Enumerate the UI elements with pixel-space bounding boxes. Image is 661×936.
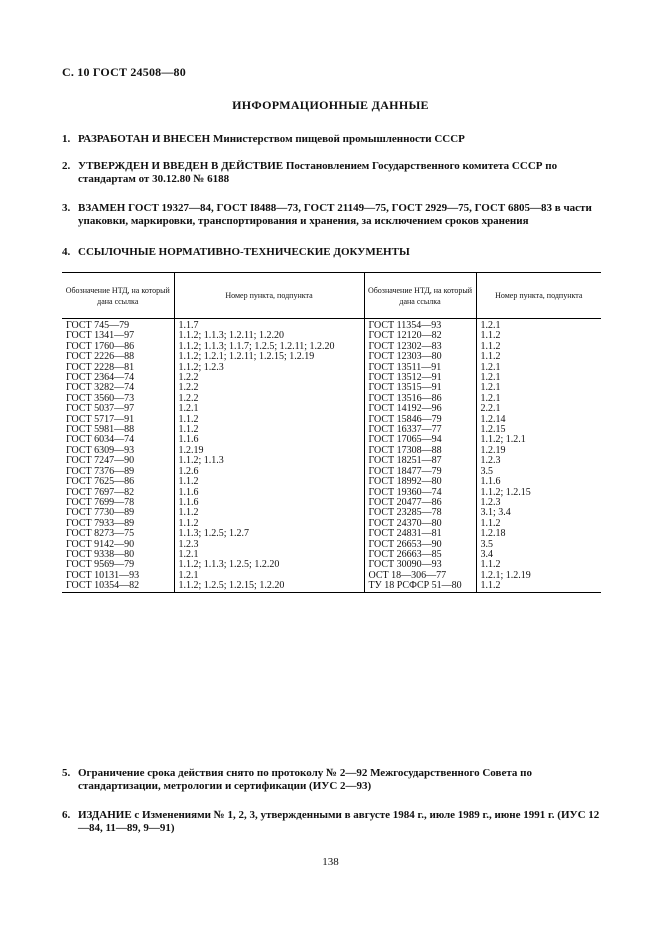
cell-doc: ГОСТ 7699—78 (66, 497, 135, 508)
cell-doc: ГОСТ 10131—93 (66, 570, 140, 581)
cell-doc: ГОСТ 13512—91 (364, 373, 476, 383)
section-4 (62, 246, 602, 259)
cell-doc: ГОСТ 6034—74 (66, 435, 135, 446)
cell-item: 1.1.2 (174, 477, 364, 487)
cell-doc: ГОСТ 24831—81 (364, 529, 476, 539)
cell-item: 1.1.2; 1.2.1 (476, 435, 601, 445)
table-row (62, 363, 601, 373)
cell-doc: ГОСТ 26653—90 (364, 540, 476, 550)
section-text: Министерством пищевой промышленности СССР (210, 133, 465, 145)
cell-item: 1.1.7 (174, 319, 364, 332)
cell-item: 1.1.2 (476, 352, 601, 362)
table-row (62, 342, 601, 352)
page-title: ИНФОРМАЦИОННЫЕ ДАННЫЕ (232, 98, 429, 112)
table-row (62, 560, 601, 570)
section-2 (62, 160, 602, 186)
section-lead: ВЗАМЕН ГОСТ 19327—84, ГОСТ І8488—73, ГОСТ 21149—75, ГОСТ 2929—75, ГОСТ 6805—83 (78, 202, 553, 214)
cell-doc: ГОСТ 8273—75 (66, 529, 135, 540)
cell-doc: ГОСТ 17308—88 (364, 446, 476, 456)
table-row (62, 404, 601, 414)
cell-item: 1.2.6 (174, 467, 364, 477)
table-row (62, 581, 601, 592)
cell-item: 1.1.6 (476, 477, 601, 487)
cell-doc: ГОСТ 7376—89 (66, 466, 135, 477)
cell-doc: ГОСТ 14192—96 (364, 404, 476, 414)
references-table (62, 272, 601, 593)
cell-doc: ГОСТ 9569—79 (66, 560, 135, 571)
cell-doc: ГОСТ 24370—80 (364, 519, 476, 529)
table-row (62, 352, 601, 362)
cell-doc: ГОСТ 2364—74 (66, 373, 135, 384)
cell-item: 1.2.2 (174, 383, 364, 393)
cell-item: 1.1.6 (174, 435, 364, 445)
header-doc-1: Обозначение НТД, на который дана ссылка (62, 273, 174, 319)
section-lead: УТВЕРЖДЕН И ВВЕДЕН В ДЕЙСТВИЕ (78, 160, 284, 172)
cell-doc: ГОСТ 6309—93 (66, 445, 135, 456)
table-row (62, 571, 601, 581)
cell-doc: ГОСТ 18992—80 (364, 477, 476, 487)
section-text: Постановлением Государственного комитета СССР по стандартам от 30.12.80 № 6188 (78, 160, 558, 185)
page-header: С. 10 ГОСТ 24508—80 (62, 65, 186, 79)
section-text: ИЗДАНИЕ с Изменениями № 1, 2, 3, утвержденными в августе 1984 г., июле 1989 г., июне 1991 г. (ИУС 12—84, 11—89, 9—91) (78, 809, 600, 834)
cell-item: 1.1.2 (476, 560, 601, 570)
section-lead: РАЗРАБОТАН И ВНЕСЕН (78, 133, 211, 145)
cell-item: 1.1.2; 1.2.15 (476, 488, 601, 498)
cell-doc: ГОСТ 1760—86 (66, 341, 135, 352)
cell-item: 1.2.18 (476, 529, 601, 539)
cell-doc: ГОСТ 13511—91 (364, 363, 476, 373)
section-6 (62, 809, 602, 835)
table-row (62, 383, 601, 393)
cell-item: 1.1.2; 1.1.3; 1.2.5; 1.2.20 (174, 560, 364, 570)
table-row (62, 446, 601, 456)
cell-item: 2.2.1 (476, 404, 601, 414)
cell-item: 1.1.2; 1.1.3; 1.1.7; 1.2.5; 1.2.11; 1.2.20 (174, 342, 364, 352)
table-row (62, 331, 601, 341)
table-row (62, 467, 601, 477)
cell-doc: ГОСТ 745—79 (66, 320, 130, 331)
section-3 (62, 202, 602, 228)
table-row (62, 540, 601, 550)
table-row (62, 550, 601, 560)
cell-doc: ГОСТ 12302—83 (364, 342, 476, 352)
cell-doc: ГОСТ 7247—90 (66, 456, 135, 467)
cell-item: 1.2.1 (174, 550, 364, 560)
cell-doc: ГОСТ 2228—81 (66, 362, 135, 373)
cell-doc: ГОСТ 18477—79 (364, 467, 476, 477)
cell-doc: ГОСТ 12120—82 (364, 331, 476, 341)
cell-item: 1.1.3; 1.2.5; 1.2.7 (174, 529, 364, 539)
section-5 (62, 767, 602, 793)
cell-item: 1.1.2; 1.1.3 (174, 456, 364, 466)
table-row (62, 425, 601, 435)
section-number: 6. (62, 809, 71, 821)
table-row (62, 319, 601, 332)
table-row (62, 488, 601, 498)
table-body (62, 319, 601, 593)
section-number: 5. (62, 767, 71, 779)
cell-item: 1.2.1 (174, 404, 364, 414)
cell-doc: ГОСТ 15846—79 (364, 415, 476, 425)
table-row (62, 415, 601, 425)
header-item-2: Номер пункта, подпункта (476, 273, 601, 319)
cell-doc: ГОСТ 16337—77 (364, 425, 476, 435)
section-text: Ограничение срока действия снято по протоколу № 2—92 Межгосударственного Совета по стандартизации, метрологии и сертификации (ИУС 2—93) (78, 767, 532, 792)
cell-doc: ГОСТ 3560—73 (66, 393, 135, 404)
cell-item: 1.2.1 (476, 373, 601, 383)
cell-item: 1.1.2; 1.1.3; 1.2.11; 1.2.20 (174, 331, 364, 341)
table-row (62, 394, 601, 404)
cell-doc: ГОСТ 2226—88 (66, 352, 135, 363)
table-row (62, 508, 601, 518)
cell-item: 1.2.15 (476, 425, 601, 435)
section-number: 4. (62, 246, 71, 258)
cell-item: 1.1.2 (476, 519, 601, 529)
cell-doc: ГОСТ 13515—91 (364, 383, 476, 393)
cell-doc: ГОСТ 5717—91 (66, 414, 135, 425)
cell-item: 1.2.2 (174, 373, 364, 383)
cell-item: 1.1.6 (174, 498, 364, 508)
cell-doc: ГОСТ 13516—86 (364, 394, 476, 404)
cell-item: 3.5 (476, 467, 601, 477)
cell-doc: ГОСТ 23285—78 (364, 508, 476, 518)
table-row (62, 373, 601, 383)
cell-doc: ГОСТ 20477—86 (364, 498, 476, 508)
cell-doc: ГОСТ 7625—86 (66, 477, 135, 488)
cell-item: 1.1.2 (174, 425, 364, 435)
cell-item: 1.1.2; 1.2.1; 1.2.11; 1.2.15; 1.2.19 (174, 352, 364, 362)
cell-doc: ГОСТ 19360—74 (364, 488, 476, 498)
cell-doc: ГОСТ 5981—88 (66, 425, 135, 436)
cell-doc: ГОСТ 9338—80 (66, 549, 135, 560)
cell-doc: ГОСТ 30090—93 (364, 560, 476, 570)
cell-item: 1.2.14 (476, 415, 601, 425)
table-row (62, 456, 601, 466)
cell-item: 1.1.2 (476, 331, 601, 341)
cell-item: 1.1.2 (174, 415, 364, 425)
cell-item: 1.1.6 (174, 488, 364, 498)
table-row (62, 498, 601, 508)
cell-item: 1.2.1 (476, 363, 601, 373)
cell-item: 1.2.2 (174, 394, 364, 404)
cell-item: 1.1.2 (174, 519, 364, 529)
cell-item: 1.1.2 (174, 508, 364, 518)
cell-item: 1.2.19 (174, 446, 364, 456)
cell-item: 1.2.3 (174, 540, 364, 550)
table-row (62, 519, 601, 529)
section-number: 1. (62, 133, 71, 145)
cell-doc: ГОСТ 18251—87 (364, 456, 476, 466)
cell-item: 1.2.1 (476, 319, 601, 332)
cell-item: 1.1.2 (476, 581, 601, 592)
cell-doc: ГОСТ 10354—82 (62, 581, 174, 592)
section-text: в части упаковки, маркировки, транспортирования и хранения, за исключением сроков хранения (78, 202, 592, 227)
section-number: 3. (62, 202, 71, 214)
section-lead: ССЫЛОЧНЫЕ НОРМАТИВНО-ТЕХНИЧЕСКИЕ ДОКУМЕНТЫ (78, 246, 410, 258)
cell-doc: ОСТ 18—306—77 (364, 571, 476, 581)
cell-doc: ГОСТ 7730—89 (66, 508, 135, 519)
cell-doc: ГОСТ 7697—82 (66, 487, 135, 498)
cell-doc: ГОСТ 11354—93 (364, 319, 476, 332)
cell-item: 3.5 (476, 540, 601, 550)
cell-doc: ГОСТ 12303—80 (364, 352, 476, 362)
table-row (62, 435, 601, 445)
cell-item: 1.1.2 (476, 342, 601, 352)
cell-doc: ГОСТ 3282—74 (66, 383, 135, 394)
cell-item: 1.1.2; 1.2.5; 1.2.15; 1.2.20 (174, 581, 364, 592)
cell-item: 1.2.19 (476, 446, 601, 456)
cell-item: 1.2.3 (476, 498, 601, 508)
cell-doc: ГОСТ 7933—89 (66, 518, 135, 529)
section-number: 2. (62, 160, 71, 172)
cell-item: 1.2.3 (476, 456, 601, 466)
table-row (62, 477, 601, 487)
cell-doc: ГОСТ 5037—97 (66, 404, 135, 415)
header-item-1: Номер пункта, подпункта (174, 273, 364, 319)
cell-doc: ГОСТ 9142—90 (66, 539, 135, 550)
cell-doc: ГОСТ 1341—97 (66, 331, 135, 342)
page-number: 138 (322, 856, 339, 868)
cell-item: 1.1.2; 1.2.3 (174, 363, 364, 373)
cell-doc: ГОСТ 26663—85 (364, 550, 476, 560)
table-row (62, 529, 601, 539)
section-1 (62, 133, 602, 146)
cell-item: 1.2.1 (174, 571, 364, 581)
cell-item: 1.2.1; 1.2.19 (476, 571, 601, 581)
table-header-row (62, 273, 601, 319)
cell-item: 1.2.1 (476, 394, 601, 404)
header-doc-2: Обозначение НТД, на который дана ссылка (364, 273, 476, 319)
cell-doc: ГОСТ 17065—94 (364, 435, 476, 445)
cell-item: 3.1; 3.4 (476, 508, 601, 518)
cell-item: 1.2.1 (476, 383, 601, 393)
cell-item: 3.4 (476, 550, 601, 560)
cell-doc: ТУ 18 РСФСР 51—80 (364, 581, 476, 592)
